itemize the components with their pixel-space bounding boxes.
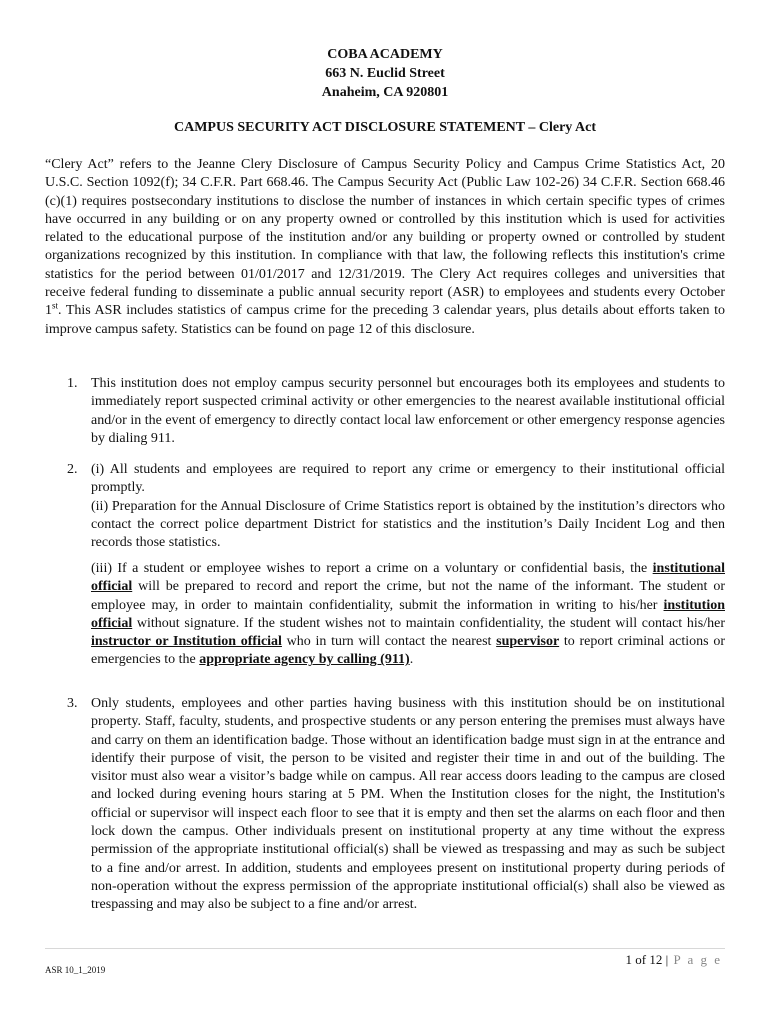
list-item-1 xyxy=(45,375,725,448)
item-2-part-ii: (ii) Preparation for the Annual Disclosure of Crime Statistics report is obtained by the institution’s directors who contact the correct police department District for statistics and the institution’s Daily Incident Log and then records those statistics. xyxy=(91,498,725,551)
item-2-part-i: (i) All students and employees are required to report any crime or emergency to their institutional official promptly. xyxy=(91,462,725,496)
item-number: 3. xyxy=(67,696,78,711)
letterhead xyxy=(0,45,770,102)
emphasis-institution-official: institution official xyxy=(91,597,725,631)
item-3-text: Only students, employees and other parties having business with this institution should be on institutional property. Staff, faculty, students, and prospective students or any person entering the premises must always have and carry on them an identification badge. Those without an identification badge must sign in at the entrance and identify their purpose of visit, the person to be visited and register their time in and out of the building. The visitor must also wear a visitor’s badge while on campus. All rear access doors leading to the campus are closed and locked during evening hours staring at 5 PM. When the Institution closes for the night, the Institution's official or supervisor will inspect each floor to see that it is empty and then set the alarms on each floor and then lock down the campus. Other individuals present on institutional property at any time without the express permission of the appropriate institutional official(s) shall be viewed as trespassing and may as such be subject to a fine and/or arrest. In addition, students and employees present on institutional property during periods of non-operation without the express permission of the appropriate institutional official(s) shall also be viewed as trespassing and may also be subject to a fine and/or arrest. xyxy=(91,696,725,913)
item-2-iii-text: will be prepared to record and report the crime, but not the name of the informant. The student or employee may, in order to maintain confidentiality, submit the information in writing to his/her xyxy=(91,579,725,613)
item-2-iii-text: without signature. If the student wishes not to maintain confidentiality, the student will contact his/her xyxy=(132,615,725,631)
item-2-iii-text: . xyxy=(409,652,414,668)
item-2-iii-text: to report criminal actions or emergencies to the xyxy=(91,634,725,668)
emphasis-institutional-official: institutional official xyxy=(91,561,725,595)
street-address: 663 N. Euclid Street xyxy=(325,66,445,81)
city-address: Anaheim, CA 920801 xyxy=(321,85,449,100)
page-count: 1 of 12 | xyxy=(625,952,669,967)
list-item-2 xyxy=(45,461,725,552)
page-number xyxy=(626,952,722,968)
list-item-2-part-iii xyxy=(45,560,725,670)
item-number: 1. xyxy=(67,376,78,391)
org-name: COBA ACADEMY xyxy=(327,47,443,62)
footer-divider xyxy=(45,948,725,949)
intro-paragraph xyxy=(45,156,725,339)
intro-text-1: “Clery Act” refers to the Jeanne Clery Disclosure of Campus Security Policy and Campus Crime Statistics Act, 20 U.S.C. Section 1092(f); 34 C.F.R. Part 668.46. The Campus Security Act (Public Law 102-26) 34 C.F.R. Section 668.46 (c)(1) requires postsecondary institutions to disclose the number of instances in which certain specific types of crimes have occurred in any building or on any property owned or controlled by this institution which is used for activities related to the educational purpose of the institution and/or any building or property owned or controlled by student organizations recognized by this institution. In compliance with that law, the following reflects this institution's crime statistics for the period between 01/01/2017 and 12/31/2019. The Clery Act requires colleges and universities that receive federal funding to disseminate a public annual security report (ASR) to employees and students every October 1 xyxy=(45,157,725,319)
item-number: 2. xyxy=(67,462,78,477)
page-word: P a g e xyxy=(668,952,722,967)
intro-text-2: . This ASR includes statistics of campus crime for the preceding 3 calendar years, plus details about efforts taken to improve campus safety. Statistics can be found on page 12 of this disclosure. xyxy=(45,303,725,337)
emphasis-agency: appropriate agency by calling (911) xyxy=(199,652,410,668)
intro-superscript: st xyxy=(52,300,59,311)
document-title: CAMPUS SECURITY ACT DISCLOSURE STATEMENT – Clery Act xyxy=(174,120,596,135)
list-item-3 xyxy=(45,695,725,915)
item-2-iii-text: (iii) If a student or employee wishes to report a crime on a voluntary or confidential basis, the xyxy=(91,561,653,576)
document-code: ASR 10_1_2019 xyxy=(45,965,106,975)
item-1-text: This institution does not employ campus security personnel but encourages both its employees and students to immediately report suspected criminal activity or other emergencies to the nearest available institutional official and/or in the event of emergency to directly contact local law enforcement or other emergency response agencies by dialing 911. xyxy=(91,376,725,446)
item-2-iii-text: who in turn will contact the nearest xyxy=(281,634,497,650)
emphasis-supervisor: supervisor xyxy=(496,634,560,650)
emphasis-instructor: instructor or Institution official xyxy=(91,634,282,650)
